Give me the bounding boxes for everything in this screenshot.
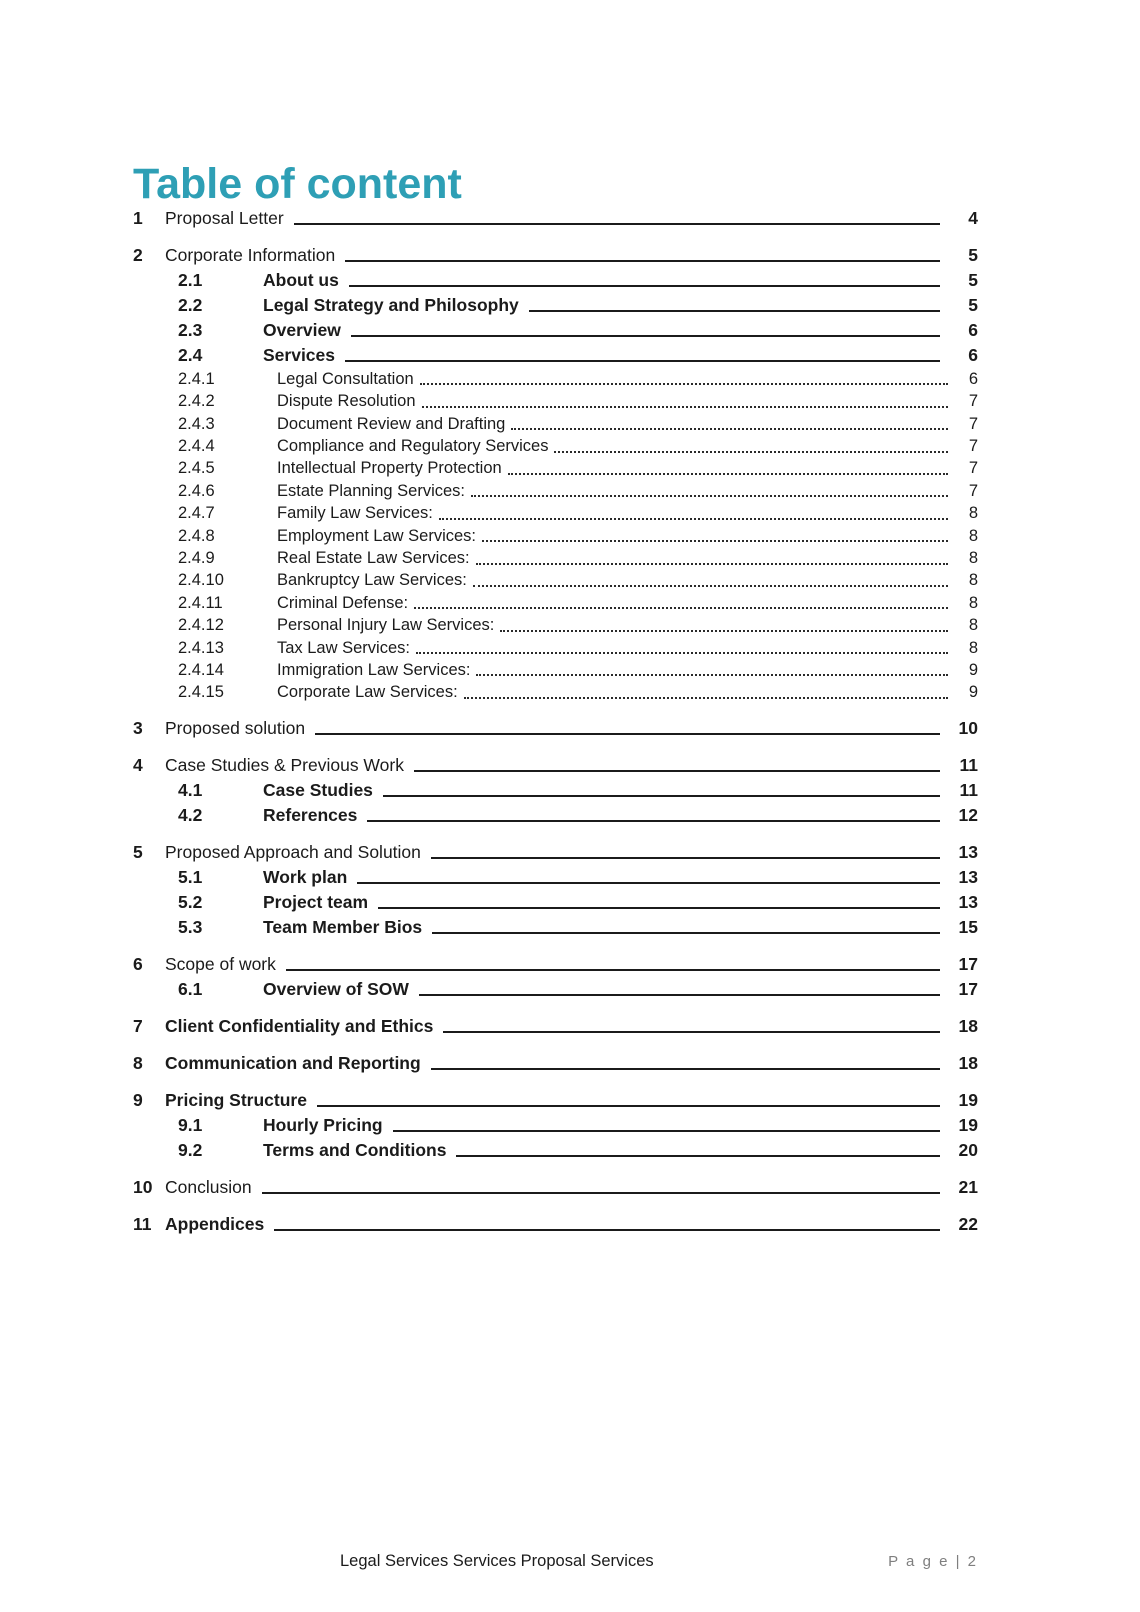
toc-entry-page: 11	[959, 780, 978, 801]
toc-entry-page: 8	[968, 571, 978, 590]
toc-entry-page: 9	[968, 661, 978, 679]
toc-entry-label: Scope of work	[165, 954, 276, 975]
toc-entry-page: 15	[958, 917, 978, 938]
toc-entry-5.3[interactable]	[133, 913, 978, 938]
toc-entry-2.4.7[interactable]	[133, 500, 978, 522]
footer-document-title: Legal Services Services Proposal Services	[340, 1552, 654, 1570]
leader-line	[317, 1105, 940, 1107]
leader-line	[529, 310, 940, 312]
toc-entry-page: 13	[958, 842, 978, 863]
toc-entry-page: 21	[958, 1177, 978, 1198]
leader-line	[286, 969, 940, 971]
page-title: Table of content	[133, 159, 462, 208]
leader-dots	[473, 585, 948, 587]
toc-entry-page: 7	[968, 437, 978, 456]
toc-entry-2.4.12[interactable]	[133, 612, 978, 634]
toc-entry-number: 10	[133, 1177, 153, 1198]
toc-entry-2.3[interactable]	[133, 316, 978, 341]
toc-entry-label: Proposal Letter	[165, 208, 284, 229]
leader-line	[367, 820, 940, 822]
toc-entry-page: 7	[968, 481, 978, 500]
toc-entry-number: 2.4.2	[178, 392, 215, 411]
toc-entry-number: 4.2	[178, 805, 203, 826]
toc-entry-label: Overview of SOW	[263, 979, 409, 1000]
leader-line	[443, 1031, 940, 1033]
leader-line	[393, 1130, 940, 1132]
toc-entry-2.4.10[interactable]	[133, 568, 978, 590]
toc-entry-label: Proposed Approach and Solution	[165, 842, 421, 863]
toc-entry-page: 8	[968, 593, 978, 612]
leader-line	[431, 857, 940, 859]
toc-entry-number: 5.2	[178, 892, 203, 913]
toc-entry-11[interactable]	[133, 1209, 978, 1235]
toc-entry-label: Bankruptcy Law Services:	[277, 571, 467, 590]
leader-dots	[554, 451, 948, 453]
toc-entry-number: 2.4.11	[178, 593, 223, 612]
toc-entry-2.4.15[interactable]	[133, 679, 978, 701]
toc-entry-page: 6	[968, 320, 978, 341]
toc-entry-page: 18	[958, 1016, 978, 1037]
toc-entry-2.4.3[interactable]	[133, 411, 978, 433]
toc-entry-number: 2.4.4	[178, 437, 215, 456]
leader-dots	[511, 428, 948, 430]
toc-entry-label: Client Confidentiality and Ethics	[165, 1016, 434, 1037]
toc-entry-label: Tax Law Services:	[277, 638, 410, 657]
toc-entry-page: 4	[968, 208, 978, 229]
leader-dots	[476, 563, 948, 565]
toc-entry-number: 7	[133, 1016, 143, 1037]
toc-entry-page: 6	[968, 345, 978, 366]
toc-entry-label: Case Studies	[263, 780, 373, 801]
toc-entry-page: 19	[958, 1090, 978, 1111]
leader-dots	[471, 495, 948, 497]
leader-line	[274, 1229, 940, 1231]
toc-entry-2.4.8[interactable]	[133, 523, 978, 545]
toc-entry-2.4[interactable]	[133, 341, 978, 366]
toc-entry-number: 2.4.5	[178, 459, 215, 478]
leader-line	[294, 223, 940, 225]
leader-line	[432, 932, 940, 934]
toc-entry-label: Personal Injury Law Services:	[277, 616, 495, 635]
toc-entry-label: Work plan	[263, 867, 348, 888]
toc-entry-label: References	[263, 805, 358, 826]
toc-entry-page: 13	[958, 867, 978, 888]
leader-line	[383, 795, 940, 797]
toc-entry-number: 2.2	[178, 295, 203, 316]
toc-entry-number: 2.4.3	[178, 414, 215, 433]
toc-entry-label: Immigration Law Services:	[277, 661, 471, 679]
toc-entry-label: Proposed solution	[165, 718, 306, 739]
toc-entry-label: Corporate Law Services:	[277, 683, 458, 702]
leader-line	[357, 882, 940, 884]
toc-entry-label: Overview	[263, 320, 341, 341]
toc-entry-number: 2.4.9	[178, 549, 215, 568]
toc-entry-label: About us	[263, 270, 339, 291]
toc-entry-label: Estate Planning Services:	[277, 481, 466, 500]
toc-entry-page: 22	[958, 1214, 978, 1235]
toc-entry-5.2[interactable]	[133, 888, 978, 913]
leader-dots	[414, 607, 948, 609]
toc-entry-label: Legal Consultation	[277, 369, 414, 388]
leader-line	[378, 907, 940, 909]
toc-entry-page: 18	[958, 1053, 978, 1074]
leader-line	[262, 1192, 940, 1194]
toc-entry-page: 7	[968, 414, 978, 433]
toc-entry-label: Hourly Pricing	[263, 1115, 383, 1136]
toc-entry-number: 6	[133, 954, 143, 975]
toc-entry-2.4.2[interactable]	[133, 388, 978, 410]
toc-entry-number: 2.4.13	[178, 638, 224, 657]
toc-entry-9.2[interactable]	[133, 1136, 978, 1161]
toc-entry-page: 8	[968, 504, 978, 523]
toc-entry-number: 9.1	[178, 1115, 203, 1136]
toc-entry-5[interactable]	[133, 837, 978, 863]
toc-entry-page: 8	[968, 638, 978, 657]
leader-dots	[476, 674, 948, 676]
toc-entry-2.2[interactable]	[133, 291, 978, 316]
toc-entry-2.4.6[interactable]	[133, 478, 978, 500]
toc-entry-page: 12	[958, 805, 978, 826]
toc-entry-label: Real Estate Law Services:	[277, 549, 470, 568]
toc-entry-4.2[interactable]	[133, 801, 978, 826]
toc-entry-label: Appendices	[165, 1214, 265, 1235]
toc-entry-4.1[interactable]	[133, 776, 978, 801]
toc-entry-5.1[interactable]	[133, 863, 978, 888]
leader-dots	[464, 697, 948, 699]
toc-entry-number: 2.4.1	[178, 369, 215, 388]
toc-entry-page: 8	[968, 616, 978, 635]
toc-entry-number: 2.4	[178, 345, 203, 366]
toc-entry-page: 20	[958, 1140, 978, 1161]
toc-entry-label: Case Studies & Previous Work	[165, 755, 404, 776]
toc-entry-number: 2.4.15	[178, 683, 224, 702]
leader-line	[351, 335, 940, 337]
toc-entry-2.4.14[interactable]	[133, 657, 978, 679]
toc-entry-label: Conclusion	[165, 1177, 252, 1198]
toc-entry-label: Corporate Information	[165, 245, 336, 266]
leader-dots	[416, 652, 948, 654]
toc-entry-number: 2	[133, 245, 143, 266]
toc-entry-number: 2.4.7	[178, 504, 215, 523]
toc-entry-page: 17	[958, 979, 978, 1000]
toc-entry-page: 6	[968, 369, 978, 388]
toc-entry-label: Legal Strategy and Philosophy	[263, 295, 519, 316]
leader-dots	[422, 406, 949, 408]
toc-entry-page: 11	[959, 755, 978, 776]
toc-entry-page: 7	[968, 392, 978, 411]
toc-entry-4[interactable]	[133, 750, 978, 776]
toc-entry-number: 5.1	[178, 867, 203, 888]
toc-entry-number: 11	[133, 1214, 152, 1235]
leader-dots	[482, 540, 948, 542]
toc-entry-number: 2.4.14	[178, 661, 224, 679]
toc-entry-3[interactable]	[133, 713, 978, 739]
toc-entry-number: 8	[133, 1053, 143, 1074]
toc-entry-label: Compliance and Regulatory Services	[277, 437, 549, 456]
toc-entry-7[interactable]	[133, 1011, 978, 1037]
toc-entry-2.4.11[interactable]	[133, 590, 978, 612]
toc-entry-1[interactable]	[133, 203, 978, 229]
toc-entry-label: Employment Law Services:	[277, 526, 476, 545]
toc-entry-number: 4.1	[178, 780, 203, 801]
toc-entry-9[interactable]	[133, 1085, 978, 1111]
toc-entry-6[interactable]	[133, 949, 978, 975]
toc-entry-number: 1	[133, 208, 143, 229]
leader-dots	[500, 630, 948, 632]
toc-entry-label: Dispute Resolution	[277, 392, 416, 411]
toc-entry-number: 4	[133, 755, 143, 776]
footer-page-number: P a g e | 2	[888, 1553, 978, 1570]
toc-entry-number: 9	[133, 1090, 143, 1111]
leader-line	[419, 994, 940, 996]
toc-entry-label: Terms and Conditions	[263, 1140, 447, 1161]
toc-entry-number: 2.4.6	[178, 481, 215, 500]
toc-entry-2.4.1[interactable]	[133, 366, 978, 388]
toc-entry-9.1[interactable]	[133, 1111, 978, 1136]
toc-entry-page: 9	[968, 683, 978, 702]
leader-dots	[420, 383, 948, 385]
toc-entry-label: Communication and Reporting	[165, 1053, 421, 1074]
toc-entry-page: 10	[958, 718, 978, 739]
toc-entry-number: 5.3	[178, 917, 203, 938]
toc-entry-page: 17	[958, 954, 978, 975]
leader-line	[349, 285, 940, 287]
toc-entry-6.1[interactable]	[133, 975, 978, 1000]
toc-entry-page: 7	[968, 459, 978, 478]
toc-entry-2.4.9[interactable]	[133, 545, 978, 567]
toc-entry-page: 5	[968, 270, 978, 291]
toc-entry-10[interactable]	[133, 1172, 978, 1198]
leader-dots	[439, 518, 948, 520]
toc-entry-page: 13	[958, 892, 978, 913]
toc-list	[133, 203, 978, 1235]
leader-dots	[508, 473, 948, 475]
leader-line	[345, 360, 940, 362]
toc-entry-number: 2.1	[178, 270, 203, 291]
toc-entry-label: Intellectual Property Protection	[277, 459, 502, 478]
toc-entry-2.4.5[interactable]	[133, 456, 978, 478]
toc-entry-label: Pricing Structure	[165, 1090, 307, 1111]
toc-entry-page: 5	[968, 245, 978, 266]
toc-entry-page: 8	[968, 526, 978, 545]
toc-entry-page: 5	[968, 295, 978, 316]
leader-line	[431, 1068, 940, 1070]
toc-entry-number: 2.4.10	[178, 571, 224, 590]
toc-entry-number: 9.2	[178, 1140, 203, 1161]
toc-entry-label: Family Law Services:	[277, 504, 433, 523]
toc-entry-2[interactable]	[133, 240, 978, 266]
toc-entry-number: 6.1	[178, 979, 203, 1000]
toc-entry-8[interactable]	[133, 1048, 978, 1074]
toc-entry-number: 2.4.12	[178, 616, 224, 635]
toc-entry-2.4.4[interactable]	[133, 433, 978, 455]
toc-entry-label: Document Review and Drafting	[277, 414, 506, 433]
leader-line	[456, 1155, 940, 1157]
toc-entry-page: 8	[968, 549, 978, 568]
toc-entry-label: Criminal Defense:	[277, 593, 409, 612]
toc-entry-number: 3	[133, 718, 143, 739]
leader-line	[315, 733, 940, 735]
toc-entry-2.1[interactable]	[133, 266, 978, 291]
leader-line	[414, 770, 940, 772]
toc-entry-page: 19	[958, 1115, 978, 1136]
toc-entry-number: 2.3	[178, 320, 203, 341]
toc-entry-number: 2.4.8	[178, 526, 215, 545]
leader-line	[345, 260, 940, 262]
toc-entry-2.4.13[interactable]	[133, 635, 978, 657]
toc-entry-label: Project team	[263, 892, 369, 913]
toc-entry-label: Services	[263, 345, 336, 366]
toc-entry-number: 5	[133, 842, 143, 863]
toc-entry-label: Team Member Bios	[263, 917, 423, 938]
